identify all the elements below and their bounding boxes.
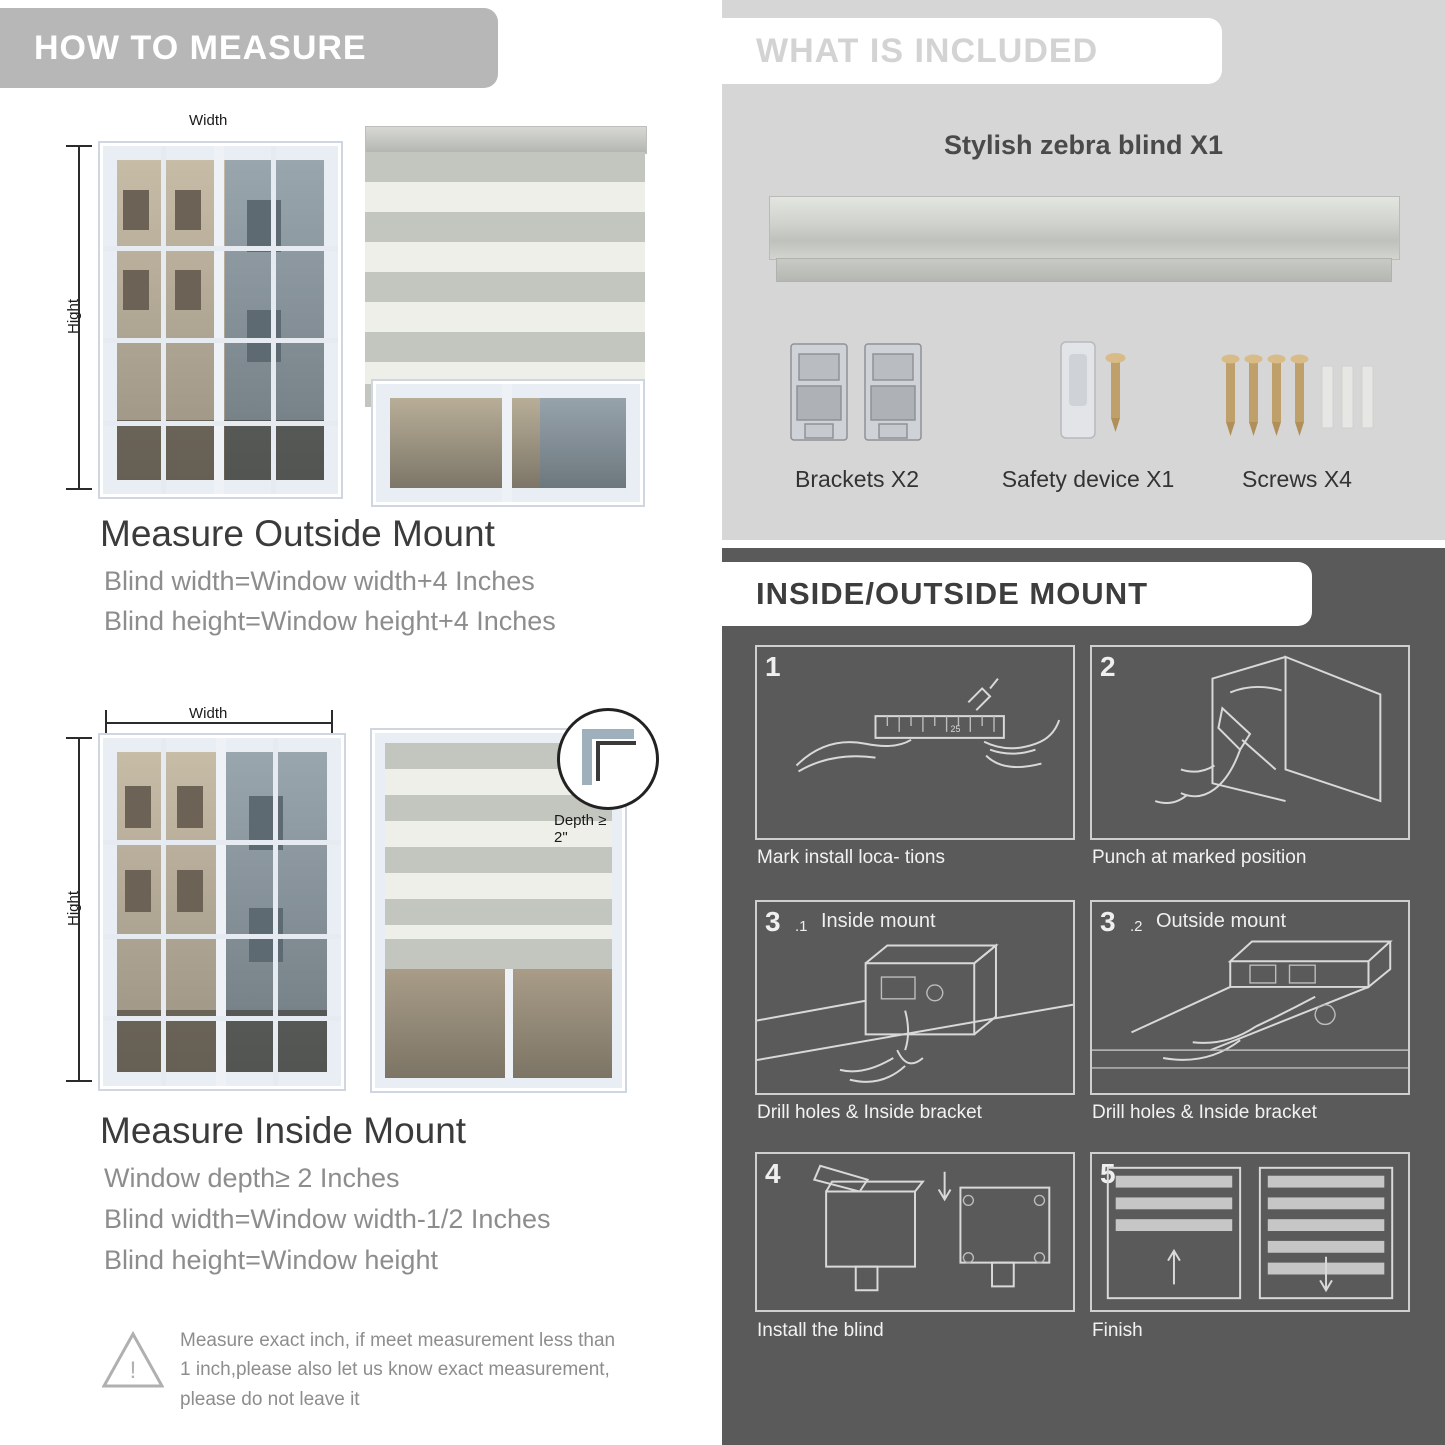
step-2-number: 2 <box>1100 651 1116 682</box>
step-3-2-sub: .2 <box>1130 918 1143 935</box>
height-dim-tick-bottom <box>66 488 92 490</box>
outside-height-label: Hight <box>65 298 83 335</box>
outside-mount-diagram <box>0 100 712 500</box>
column-divider <box>712 0 722 1445</box>
window-mullion <box>214 146 224 494</box>
step-2-caption: Punch at marked position <box>1092 847 1307 868</box>
inside-mounted-blind <box>372 730 619 1085</box>
step-1-caption: Mark install loca- tions <box>757 847 945 868</box>
svg-text:25: 25 <box>950 723 961 734</box>
how-to-measure-title: HOW TO MEASURE <box>0 8 498 88</box>
screwdriver-bracket-icon <box>757 902 1073 1095</box>
step-4-caption: Install the blind <box>757 1320 884 1341</box>
outside-mounted-blind <box>365 126 645 498</box>
zebra-blind-product-bottom <box>776 258 1392 282</box>
included-main-item: Stylish zebra blind X1 <box>943 130 1224 160</box>
step-3-1-caption: Drill holes & Inside bracket <box>757 1102 982 1123</box>
zebra-blind-product <box>769 196 1400 260</box>
step-2 <box>1090 645 1410 868</box>
step-5 <box>1090 1152 1410 1341</box>
inside-mount-line-2: Blind width=Window width-1/2 Inches <box>104 1204 551 1234</box>
height-dim-tick-top <box>66 145 92 147</box>
outside-mount-line-1: Blind width=Window width+4 Inches <box>104 566 535 596</box>
step-5-number: 5 <box>1100 1158 1116 1189</box>
what-is-included-title: WHAT IS INCLUDED <box>722 18 1222 84</box>
window-illustration <box>100 143 341 497</box>
depth-label: Depth ≥ 2" <box>554 812 607 846</box>
step-4 <box>755 1152 1075 1341</box>
step-3-1-number: 3 <box>765 906 781 937</box>
inside-mount-diagram <box>0 695 712 1095</box>
warning-triangle-icon <box>102 1330 164 1390</box>
step-5-caption: Finish <box>1092 1320 1143 1341</box>
part-label-screws: Screws X4 <box>1242 466 1352 492</box>
svg-text:!: ! <box>129 1357 137 1384</box>
outside-mount-line-2: Blind height=Window height+4 Inches <box>104 606 556 636</box>
safety-device-icon <box>1055 338 1165 448</box>
screw-icon <box>1218 338 1378 448</box>
part-label-brackets: Brackets X2 <box>795 466 919 492</box>
inside-mount-line-1: Window depth≥ 2 Inches <box>104 1163 400 1193</box>
outside-mount-heading: Measure Outside Mount <box>100 513 495 554</box>
inside-width-label: Width <box>185 705 231 722</box>
step-3-1-label: Inside mount <box>821 910 936 932</box>
finished-blind-icon <box>1092 1154 1408 1312</box>
step-3-2-caption: Drill holes & Inside bracket <box>1092 1102 1317 1123</box>
step-4-number: 4 <box>765 1158 781 1189</box>
window-illustration-inside <box>100 735 344 1089</box>
inside-outside-mount-title: INSIDE/OUTSIDE MOUNT <box>722 562 1312 626</box>
step-1 <box>755 645 1075 868</box>
step-1-number: 1 <box>765 651 781 682</box>
inside-mount-line-3: Blind height=Window height <box>104 1245 438 1275</box>
step-3-2-label: Outside mount <box>1156 910 1287 932</box>
part-label-safety-device: Safety device X1 <box>1001 466 1175 492</box>
window-behind-blind <box>373 381 643 505</box>
screw-icon <box>1106 353 1126 432</box>
zebra-fabric <box>365 152 645 407</box>
depth-callout-circle <box>557 708 659 810</box>
outside-width-label: Width <box>185 112 231 129</box>
screwdriver-outside-icon <box>1092 902 1408 1095</box>
step-3-2 <box>1090 900 1410 1123</box>
bracket-icon <box>787 340 927 445</box>
ruler-pencil-icon <box>757 647 1073 840</box>
inside-mount-heading: Measure Inside Mount <box>100 1110 467 1151</box>
step-3-2-number: 3 <box>1100 906 1116 937</box>
how-to-measure-panel <box>0 0 712 1445</box>
head-rail <box>365 126 647 154</box>
step-3-1 <box>755 900 1075 1123</box>
measure-warning-text: Measure exact inch, if meet measurement less than 1 inch,please also let us know exact measurement, please do not leave it <box>180 1330 616 1410</box>
inside-height-label: Hight <box>65 890 83 927</box>
blind-install-icon <box>757 1154 1073 1312</box>
drill-icon <box>1092 647 1408 840</box>
step-3-1-sub: .1 <box>795 918 808 935</box>
